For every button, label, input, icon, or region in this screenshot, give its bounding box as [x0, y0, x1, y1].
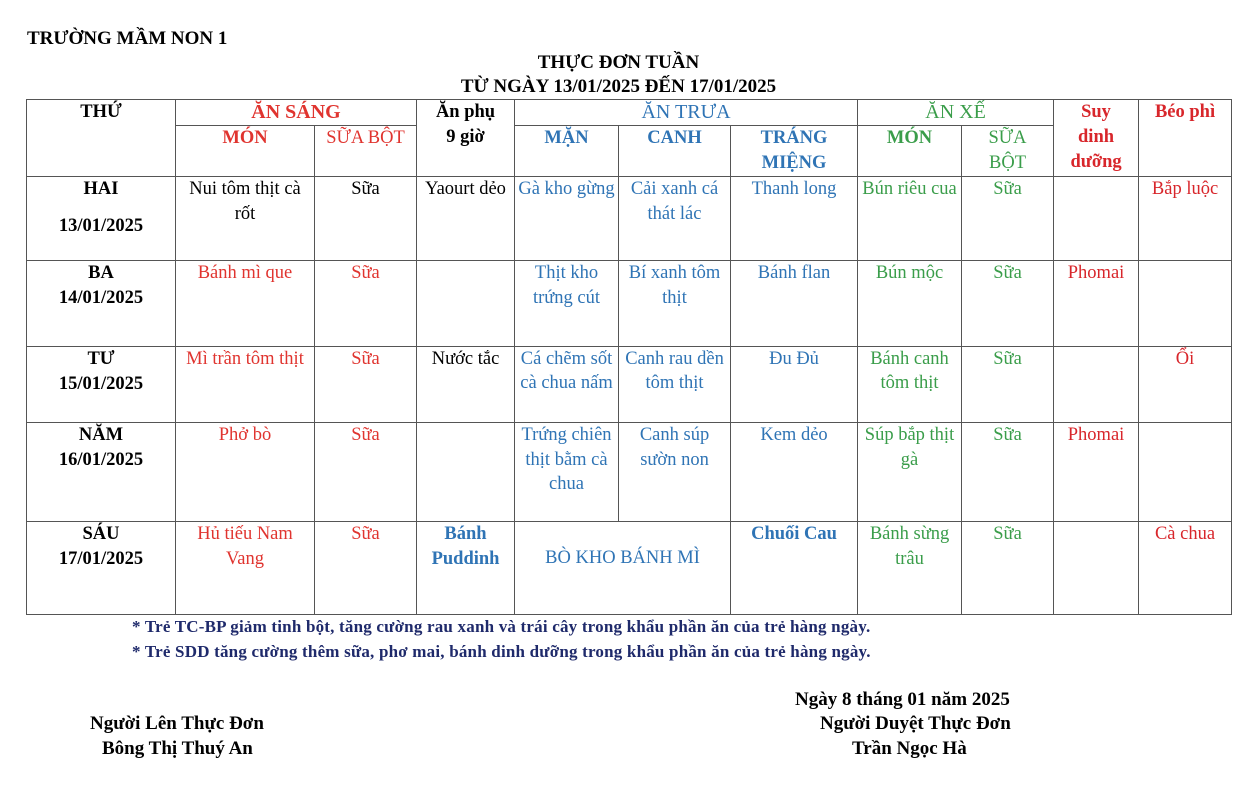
table-row [27, 522, 1232, 615]
canh-cell: Canh rau dền tôm thịt [619, 347, 731, 423]
table-row [27, 423, 1232, 522]
xe-mon-cell: Bánh canh tôm thịt [858, 347, 962, 423]
suy-dd-cell [1054, 347, 1139, 423]
day-date: 13/01/2025 [58, 216, 144, 236]
col-an-xe: ĂN XẾ [858, 100, 1054, 126]
trang-mieng-cell: Chuối Cau [731, 522, 858, 615]
col-suy-line1: Suy [1081, 102, 1111, 122]
col-an-trua: ĂN TRƯA [515, 100, 858, 126]
day-date: 17/01/2025 [58, 549, 144, 569]
weekly-menu-table [26, 99, 1232, 615]
sang-sua-cell: Sữa [315, 177, 417, 261]
an-phu-cell [417, 261, 515, 347]
day-name: TƯ [87, 349, 115, 369]
day-cell [27, 177, 176, 261]
col-an-phu-line1: Ăn phụ [435, 102, 496, 122]
col-an-sang: ĂN SÁNG [176, 100, 417, 126]
sang-sua-cell: Sữa [315, 423, 417, 522]
col-xe-sua-bot [962, 126, 1054, 177]
trang-mieng-cell: Kem dẻo [731, 423, 858, 522]
suy-dd-cell: Phomai [1054, 261, 1139, 347]
table-row [27, 177, 1232, 261]
xe-sua-cell: Sữa [962, 177, 1054, 261]
right-signer-name: Trần Ngọc Hà [852, 738, 967, 759]
trang-mieng-cell: Thanh long [731, 177, 858, 261]
day-cell [27, 522, 176, 615]
date-range: TỪ NGÀY 13/01/2025 ĐẾN 17/01/2025 [460, 76, 777, 97]
man-cell: Trứng chiên thịt bằm cà chua [515, 423, 619, 522]
day-name: NĂM [78, 425, 124, 445]
day-cell [27, 347, 176, 423]
sang-mon-cell: Hủ tiếu Nam Vang [176, 522, 315, 615]
sang-sua-cell: Sữa [315, 522, 417, 615]
beo-phi-cell: Cà chua [1139, 522, 1232, 615]
trang-mieng-cell: Đu Đủ [731, 347, 858, 423]
day-date: 16/01/2025 [58, 450, 144, 470]
sang-mon-cell: Bánh mì que [176, 261, 315, 347]
table-row [27, 261, 1232, 347]
an-phu-cell: Bánh Puddinh [417, 522, 515, 615]
xe-sua-cell: Sữa [962, 522, 1054, 615]
col-an-phu-line2: 9 giờ [446, 127, 485, 147]
col-man: MẶN [515, 126, 619, 177]
left-signer-name: Bông Thị Thuý An [102, 738, 253, 759]
xe-mon-cell: Bún mộc [858, 261, 962, 347]
xe-mon-cell: Bánh sừng trâu [858, 522, 962, 615]
sang-mon-cell: Nui tôm thịt cà rốt [176, 177, 315, 261]
man-cell: Cá chẽm sốt cà chua nấm [515, 347, 619, 423]
note-tc-bp: * Trẻ TC-BP giảm tinh bột, tăng cường rau xanh và trái cây trong khẩu phần ăn của trẻ hàng ngày. [132, 617, 871, 636]
day-date: 14/01/2025 [58, 288, 144, 308]
col-xe-sua-line2: BỘT [989, 153, 1027, 173]
col-suy-line2: dinh [1078, 127, 1115, 147]
header-row-1 [27, 100, 1232, 126]
day-cell [27, 423, 176, 522]
sang-sua-cell: Sữa [315, 347, 417, 423]
col-trang-mieng-line2: MIỆNG [761, 153, 827, 173]
col-canh: CANH [619, 126, 731, 177]
canh-cell: Canh súp sườn non [619, 423, 731, 522]
note-sdd: * Trẻ SDD tăng cường thêm sữa, phơ mai, bánh dinh dưỡng trong khẩu phần ăn của trẻ hàng ngày. [132, 642, 871, 661]
col-suy-dinh-duong [1054, 100, 1139, 177]
day-cell [27, 261, 176, 347]
left-signer-title: Người Lên Thực Đơn [90, 713, 264, 734]
canh-cell: Cải xanh cá thát lác [619, 177, 731, 261]
col-sang-sua-bot: SỮA BỘT [315, 126, 417, 177]
suy-dd-cell [1054, 177, 1139, 261]
an-phu-cell [417, 423, 515, 522]
an-phu-cell: Yaourt dẻo [417, 177, 515, 261]
menu-title: THỰC ĐƠN TUẦN [537, 52, 700, 73]
beo-phi-cell [1139, 423, 1232, 522]
col-beo-phi: Béo phì [1139, 100, 1232, 177]
day-date: 15/01/2025 [58, 374, 144, 394]
xe-sua-cell: Sữa [962, 347, 1054, 423]
beo-phi-cell: Bắp luộc [1139, 177, 1232, 261]
man-cell: Thịt kho trứng cút [515, 261, 619, 347]
sang-mon-cell: Phở bò [176, 423, 315, 522]
col-sang-mon: MÓN [176, 126, 315, 177]
sang-sua-cell: Sữa [315, 261, 417, 347]
trang-mieng-cell: Bánh flan [731, 261, 858, 347]
an-phu-cell: Nước tắc [417, 347, 515, 423]
table-row [27, 347, 1232, 423]
right-signer-title: Người Duyệt Thực Đơn [820, 713, 1011, 734]
suy-dd-cell [1054, 522, 1139, 615]
day-name: BA [88, 263, 114, 283]
header-row-2 [27, 126, 1232, 177]
trua-combined-cell: BÒ KHO BÁNH MÌ [515, 522, 731, 615]
col-trang-mieng-line1: TRÁNG [760, 128, 828, 148]
day-name: SÁU [82, 524, 120, 544]
canh-cell: Bí xanh tôm thịt [619, 261, 731, 347]
beo-phi-cell: Ổi [1139, 347, 1232, 423]
sang-mon-cell: Mì trần tôm thịt [176, 347, 315, 423]
col-xe-mon: MÓN [858, 126, 962, 177]
suy-dd-cell: Phomai [1054, 423, 1139, 522]
day-name: HAI [83, 179, 119, 199]
col-an-phu [417, 100, 515, 177]
xe-sua-cell: Sữa [962, 423, 1054, 522]
col-thu: THỨ [27, 100, 176, 177]
school-name: TRƯỜNG MẦM NON 1 [27, 28, 228, 49]
man-cell: Gà kho gừng [515, 177, 619, 261]
col-trang-mieng [731, 126, 858, 177]
xe-mon-cell: Bún riêu cua [858, 177, 962, 261]
xe-mon-cell: Súp bắp thịt gà [858, 423, 962, 522]
signature-date: Ngày 8 tháng 01 năm 2025 [795, 689, 1010, 710]
col-suy-line3: dưỡng [1070, 152, 1122, 172]
xe-sua-cell: Sữa [962, 261, 1054, 347]
col-xe-sua-line1: SỮA [988, 128, 1027, 148]
beo-phi-cell [1139, 261, 1232, 347]
